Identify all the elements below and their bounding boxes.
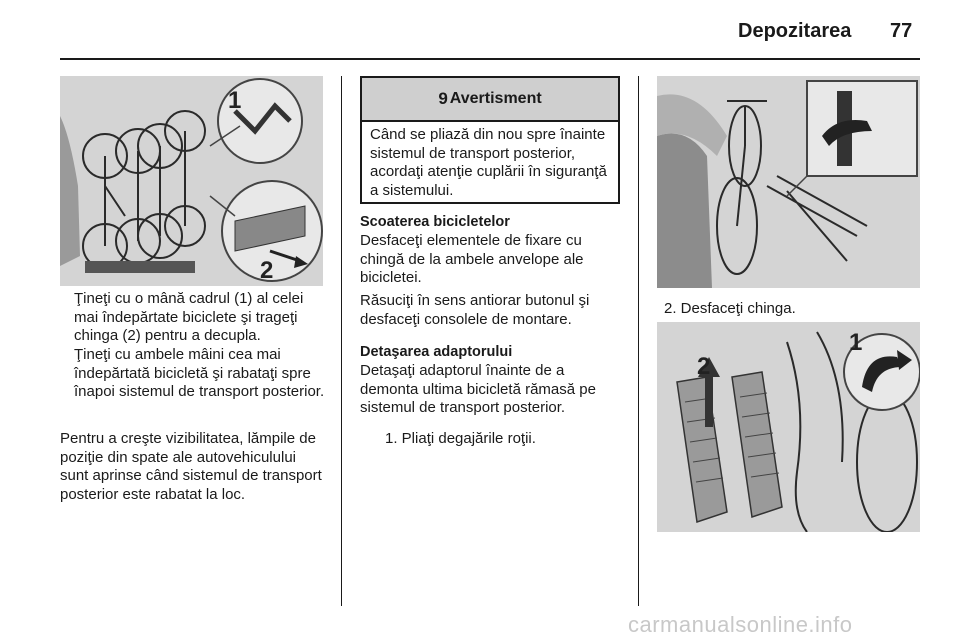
warning-text: Când se pliază din nou spre înainte sistemul de transport posterior, acordaţi atenţie cuplării în siguranţă a sistemului. — [370, 126, 607, 199]
watermark: carmanualsonline.info — [628, 612, 853, 637]
section-heading: Scoaterea bicicletelor — [360, 214, 510, 230]
figure-callout-1: 1 — [228, 87, 242, 114]
figure-callout-2: 2 — [697, 353, 711, 380]
figure-callout-2: 2 — [260, 257, 274, 284]
warning-header — [362, 78, 618, 122]
header-divider — [60, 58, 920, 60]
warning-box — [360, 76, 620, 204]
wheel-holder-illustration — [657, 322, 920, 532]
instruction-step: Ţineţi cu o mână cadrul (1) al celei mai îndepărtate biciclete şi trageţi chinga (2) pentru a decupla. — [74, 290, 304, 344]
body-paragraph: Răsuciţi în sens antiorar butonul şi desfaceţi consolele de montare. — [360, 292, 590, 328]
bike-carrier-illustration — [60, 76, 323, 286]
warning-title: Avertisment — [449, 90, 542, 107]
body-paragraph: Desfaceţi elementele de fixare cu chingă de la ambele anvelope ale bicicletei. — [360, 232, 584, 286]
warning-icon: 9 — [438, 89, 448, 108]
page-number: 77 — [890, 20, 913, 42]
bike-on-carrier-illustration — [657, 76, 920, 288]
figure-callout-1: 1 — [849, 329, 863, 356]
column-divider-left — [341, 76, 342, 606]
body-paragraph: Detaşaţi adaptorul înainte de a demonta ultima bicicletă rămasă pe sistemul de transport posterior. — [360, 362, 596, 416]
section-heading: Detaşarea adaptorului — [360, 344, 513, 360]
page-section-title: Depozitarea — [738, 20, 852, 42]
instruction-step: Ţineţi cu ambele mâini cea mai îndepărtată bicicletă şi rabataţi spre înapoi sistemul de transport posterior. — [74, 346, 325, 400]
body-paragraph: Pentru a creşte vizibilitatea, lămpile de poziţie din spate ale autovehiculului sunt aprinse când sistemul de transport posterior este rabatat la loc. — [60, 430, 322, 503]
instruction-step: 1. Pliaţi degajările roţii. — [385, 430, 536, 447]
instruction-step: 2. Desfaceţi chinga. — [664, 300, 796, 317]
column-divider-right — [638, 76, 639, 606]
